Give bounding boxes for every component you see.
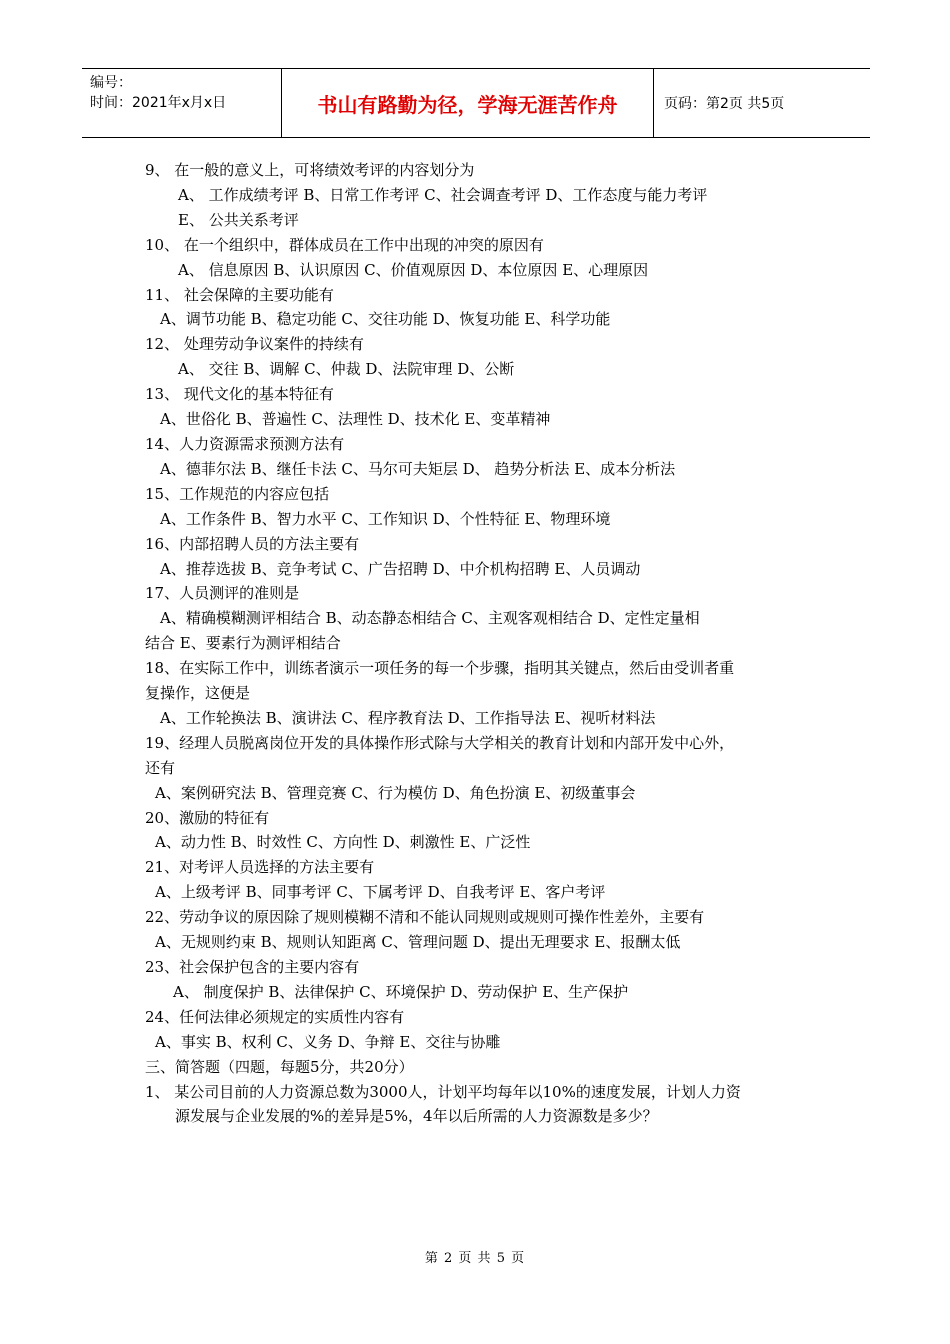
- text-line: 复操作，这便是: [145, 684, 251, 703]
- text-line: 14、人力资源需求预测方法有: [145, 434, 345, 453]
- text-line: A、上级考评 B、同事考评 C、下属考评 D、自我考评 E、客户考评: [155, 883, 606, 902]
- text-line: E、 公共关系考评: [178, 210, 299, 229]
- text-line: 还有: [145, 758, 176, 777]
- text-line: 结合 E、要素行为测评相结合: [145, 634, 341, 653]
- header-motto: 书山有路勤为径，学海无涯苦作舟: [282, 69, 654, 137]
- text-line: 源发展与企业发展的%的差异是5%，4年以后所需的人力资源数是多少？: [175, 1107, 658, 1126]
- text-line: A、无规则约束 B、规则认知距离 C、管理问题 D、提出无理要求 E、报酬太低: [155, 933, 681, 952]
- text-line: 9、 在一般的意义上，可将绩效考评的内容划分为: [145, 161, 475, 179]
- text-line: 三、简答题（四题，每题5分，共20分）: [145, 1057, 414, 1076]
- text-line: 10、 在一个组织中，群体成员在工作中出现的冲突的原因有: [145, 235, 544, 254]
- text-line: A、 信息原因 B、认识原因 C、价值观原因 D、本位原因 E、心理原因: [178, 260, 649, 279]
- text-line: 19、经理人员脱离岗位开发的具体操作形式除与大学相关的教育计划和内部开发中心外，: [145, 733, 735, 752]
- header-page-label: 页码：第2页 共5页: [664, 96, 785, 112]
- text-line: 11、 社会保障的主要功能有: [145, 285, 334, 304]
- text-line: 15、工作规范的内容应包括: [145, 484, 330, 503]
- text-line: 20、激励的特征有: [145, 808, 270, 827]
- text-line: A、工作条件 B、智力水平 C、工作知识 D、个性特征 E、物理环境: [160, 509, 611, 528]
- text-line: A、 交往 B、调解 C、仲裁 D、法院审理 D、公断: [178, 360, 515, 379]
- text-line: 18、在实际工作中，训练者演示一项任务的每一个步骤，指明其关键点，然后由受训者重: [145, 659, 735, 678]
- text-line: 21、对考评人员选择的方法主要有: [145, 858, 375, 877]
- text-line: A、案例研究法 B、管理竞赛 C、行为模仿 D、角色扮演 E、初级董事会: [155, 783, 636, 802]
- text-line: A、工作轮换法 B、演讲法 C、程序教育法 D、工作指导法 E、视听材料法: [160, 708, 656, 727]
- text-line: 13、 现代文化的基本特征有: [145, 385, 334, 404]
- document-body: [145, 158, 815, 1129]
- text-line: A、 工作成绩考评 B、日常工作考评 C、社会调查考评 D、工作态度与能力考评: [178, 185, 708, 204]
- text-line: 16、内部招聘人员的方法主要有: [145, 534, 360, 553]
- text-line: A、 制度保护 B、法律保护 C、环境保护 D、劳动保护 E、生产保护: [173, 982, 629, 1001]
- text-line: 17、人员测评的准则是: [145, 584, 300, 603]
- text-line: A、调节功能 B、稳定功能 C、交往功能 D、恢复功能 E、科学功能: [160, 310, 611, 329]
- text-line: A、世俗化 B、普遍性 C、法理性 D、技术化 E、变革精神: [160, 410, 551, 429]
- text-line: 24、任何法律必须规定的实质性内容有: [145, 1007, 405, 1026]
- document-header: [82, 68, 870, 138]
- text-line: A、动力性 B、时效性 C、方向性 D、刺激性 E、广泛性: [155, 833, 531, 852]
- page-footer: 第 2 页 共 5 页: [424, 1251, 526, 1266]
- text-line: A、德菲尔法 B、继任卡法 C、马尔可夫矩层 D、 趋势分析法 E、成本分析法: [160, 459, 676, 478]
- text-line: A、推荐选拔 B、竞争考试 C、广告招聘 D、中介机构招聘 E、人员调动: [160, 559, 641, 578]
- header-time-label: 时间：2021年x月x日: [90, 95, 227, 111]
- text-line: 12、 处理劳动争议案件的持续有: [145, 335, 364, 354]
- text-line: A、精确模糊测评相结合 B、动态静态相结合 C、主观客观相结合 D、定性定量相: [160, 609, 700, 628]
- text-line: 23、社会保护包含的主要内容有: [145, 958, 360, 976]
- header-info-cell: [82, 69, 282, 137]
- text-line: A、事实 B、权利 C、义务 D、争辩 E、交往与协雕: [155, 1032, 501, 1051]
- header-number-label: 编号：: [90, 75, 132, 91]
- text-line: 1、 某公司目前的人力资源总数为3000人，计划平均每年以10%的速度发展，计划人力资: [145, 1082, 741, 1101]
- text-line: 22、劳动争议的原因除了规则模糊不清和不能认同规则或规则可操作性差外，主要有: [145, 908, 705, 927]
